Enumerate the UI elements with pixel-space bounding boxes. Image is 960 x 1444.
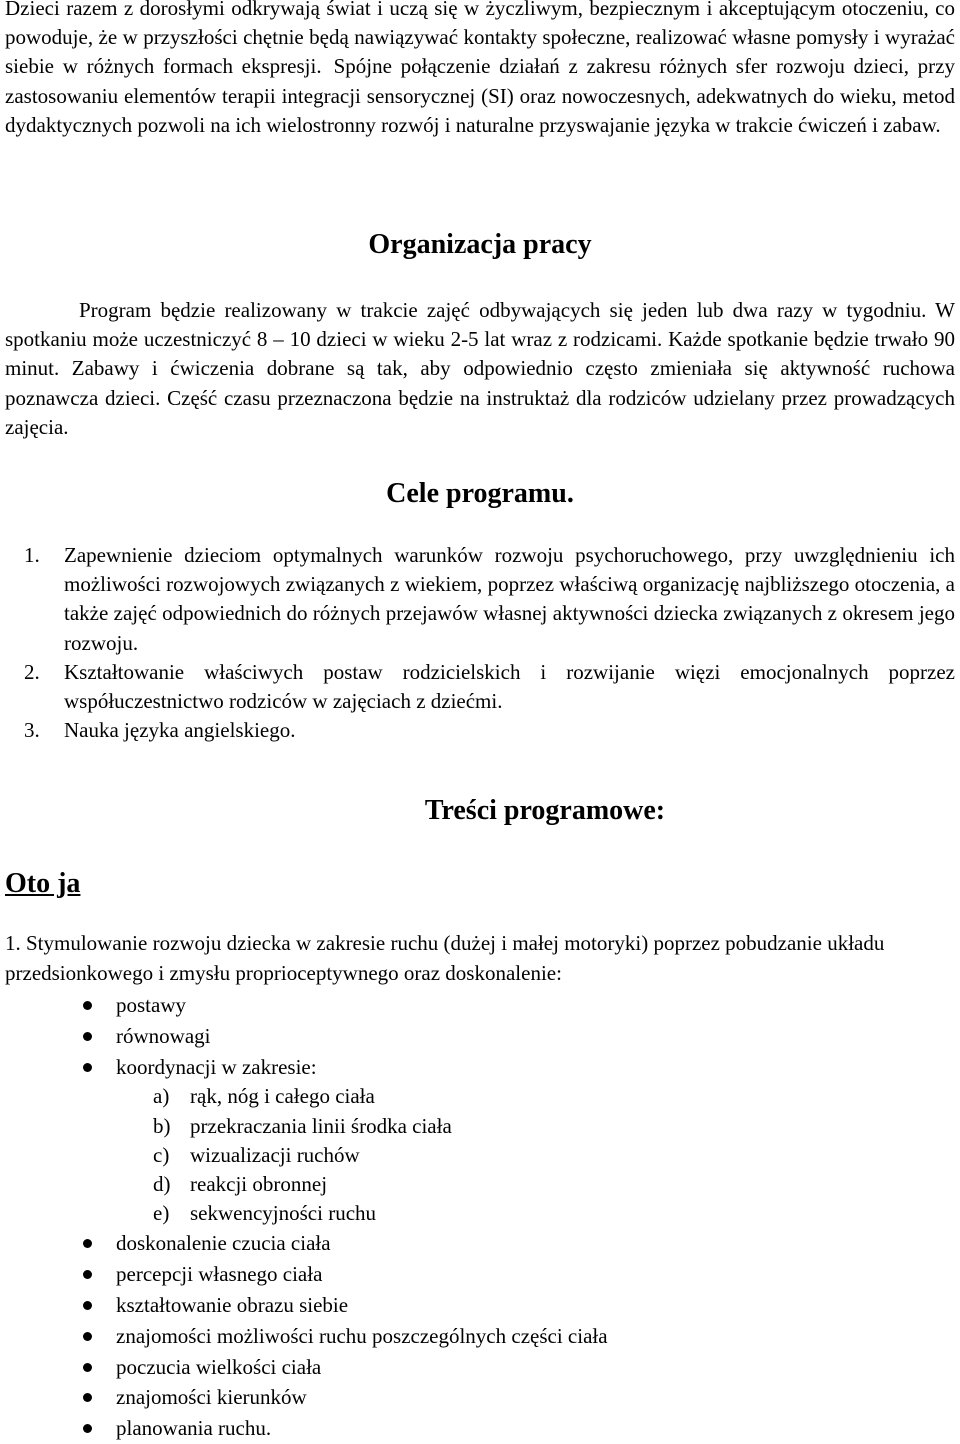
bullet-icon — [83, 1332, 92, 1341]
bullet-icon — [83, 1063, 92, 1072]
cele-item-2: 2. Kształtowanie właściwych postaw rodzicielskich i rozwijanie więzi emocjonalnych poprzez współuczestnictwo rodziców w zajęciach z dziećmi. — [24, 659, 955, 714]
list-item: kształtowanie obrazu siebie — [5, 1290, 955, 1321]
cele-item-1: 1. Zapewnienie dzieciom optymalnych warunków rozwoju psychoruchowego, przy uwzględnieniu ich możliwości rozwojowych związanych z wiekiem, poprzez właściwą organizację najbliższego otoczenia, a także zajęć odpowiednich do różnych przejawów własnej aktywności dziecka związanych z okresem jego rozwoju. — [24, 543, 955, 655]
bullet-icon — [83, 1301, 92, 1310]
stymulowanie-paragraph: 1. Stymulowanie rozwoju dziecka w zakresie ruchu (dużej i małej motoryki) poprzez pobudzanie układu przedsionkowego i zmysłu proprioceptywnego oraz doskonalenie: — [5, 931, 885, 985]
bullet-icon — [83, 1032, 92, 1041]
bullet-icon — [83, 1363, 92, 1372]
list-item: znajomości możliwości ruchu poszczególnych części ciała — [5, 1321, 955, 1352]
list-item: koordynacji w zakresie: a) rąk, nóg i całego ciała b) przekraczania linii środka ciała c) wizualizacji ruchów d) reakcji obronnej e) sekwencyjności ruchu — [5, 1052, 955, 1229]
sublist-item: c) wizualizacji ruchów — [153, 1142, 360, 1167]
subheading-oto-ja: Oto ja — [5, 868, 81, 899]
skills-list — [5, 990, 955, 1444]
list-item: doskonalenie czucia ciała — [5, 1228, 955, 1259]
bullet-icon — [83, 1424, 92, 1433]
heading-cele: Cele programu. — [386, 478, 574, 509]
list-item: równowagi — [5, 1021, 955, 1052]
list-item: postawy — [5, 990, 955, 1021]
sublist-item: b) przekraczania linii środka ciała — [153, 1113, 452, 1138]
sublist-item: d) reakcji obronnej — [153, 1172, 328, 1196]
list-item: planowania ruchu. — [5, 1413, 955, 1444]
bullet-icon — [83, 1393, 92, 1402]
list-item: poczucia wielkości ciała — [5, 1352, 955, 1383]
list-item: percepcji własnego ciała — [5, 1259, 955, 1290]
bullet-icon — [83, 1239, 92, 1248]
koordynacja-sublist — [116, 1082, 955, 1228]
intro-paragraph — [5, 0, 955, 140]
organizacja-text: Program będzie realizowany w trakcie zajęć odbywających się jeden lub dwa razy w tygodniu. W spotkaniu może uczestniczyć 8 – 10 dzieci w wieku 2-5 lat wraz z rodzicami. Każde spotkanie będzie trwało 90 minut. Zabawy i ćwiczenia dobrane są tak, aby odpowiednio często zmieniała się aktywność ruchowa poznawcza dzieci. Część czasu przeznaczona będzie na instruktaż dla rodziców udzielany przez prowadzących zajęcia. — [5, 298, 955, 439]
intro-text-2: Spójne połączenie działań z zakresu różnych sfer rozwoju dzieci, przy zastosowaniu elementów terapii integracji sensorycznej (SI) oraz nowoczesnych, adekwatnych do wieku, metod dydaktycznych pozwoli na ich wielostronny rozwój i naturalne przyswajanie języka w trakcie ćwiczeń i zabaw. — [5, 54, 955, 137]
organizacja-paragraph — [5, 296, 955, 442]
cele-list — [5, 541, 955, 745]
list-item: znajomości kierunków — [5, 1382, 955, 1413]
sublist-item: a) rąk, nóg i całego ciała — [153, 1084, 375, 1109]
heading-tresci: Treści programowe: — [424, 795, 666, 826]
bullet-icon — [83, 1001, 92, 1010]
cele-item-3: 3. Nauka języka angielskiego. — [24, 718, 296, 743]
sublist-item: e) sekwencyjności ruchu — [153, 1201, 377, 1226]
bullet-icon — [83, 1270, 92, 1279]
heading-organizacja: Organizacja pracy — [368, 229, 592, 260]
intro-text-1: Dzieci razem z dorosłymi odkrywają świat i uczą się w życzliwym, bezpiecznym i akceptującym otoczeniu, co powoduje, że w przyszłości chętnie będą nawiązywać kontakty społeczne, realizować własne pomysły i wyrażać siebie w różnych formach ekspresji. — [5, 0, 955, 79]
